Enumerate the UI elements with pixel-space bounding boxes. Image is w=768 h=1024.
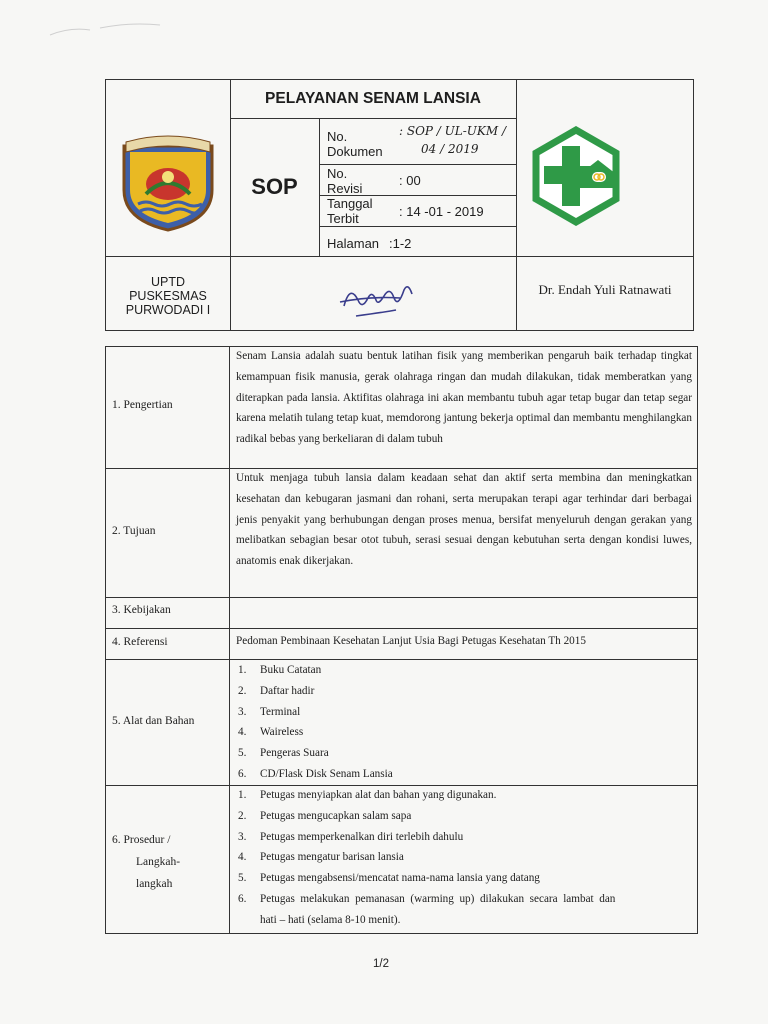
- list-item: 3. Terminal: [238, 705, 301, 718]
- page-number: 1/2: [373, 958, 389, 970]
- no-dokumen-value: : SOP / UL-UKM / 04 / 2019: [399, 124, 507, 156]
- section-label-referensi: 4. Referensi: [112, 636, 168, 648]
- sop-content-table: [105, 346, 698, 934]
- section-label-pengertian: 1. Pengertian: [112, 399, 173, 411]
- list-item: 5. Petugas mengabsensi/mencatat nama-nama lansia yang datang: [238, 872, 540, 885]
- list-item: 3. Petugas memperkenalkan diri terlebih dahulu: [238, 830, 464, 843]
- list-item-continuation: hati – hati (selama 8-10 menit).: [260, 913, 401, 926]
- no-revisi-label: No. Revisi: [327, 166, 363, 196]
- list-item: 1. Buku Catatan: [238, 664, 322, 676]
- document-title: PELAYANAN SENAM LANSIA: [265, 90, 481, 107]
- puskesmas-logo: [526, 126, 626, 226]
- halaman-value: :1-2: [389, 236, 412, 251]
- sop-header-table: [105, 79, 694, 331]
- list-item: 4. Waireless: [238, 726, 304, 739]
- no-revisi-value: : 00: [399, 173, 421, 188]
- section-text-pengertian: Senam Lansia adalah suatu bentuk latihan fisik yang memberikan pengaruh baik terhadap tingkat kemampuan fisik manusia, gerak olahraga ringan dan mudah dilakukan, tidak memberatkan yang diterapkan pada lansia. Aktifitas olahraga ini akan membantu tubuh agar tetap bugar dan tetap segar karena melatih tulang tetap kuat, memdorong jantung bekerja optimal dan membantu menghilangkan radikal bebas yang berkeliaran di dalam tubuh: [236, 350, 692, 446]
- section-label-tujuan: 2. Tujuan: [112, 525, 156, 537]
- sop-label: SOP: [251, 174, 298, 199]
- list-item: 5. Pengeras Suara: [238, 747, 329, 760]
- signature: [336, 276, 426, 320]
- list-item: 2. Petugas mengucapkan salam sapa: [238, 809, 412, 822]
- list-item: 6. Petugas melakukan pemanasan (warming up) dilakukan secara lambat dan: [238, 892, 616, 905]
- list-item: 2. Daftar hadir: [238, 684, 315, 697]
- list-item: 4. Petugas mengatur barisan lansia: [238, 851, 404, 864]
- tanggal-terbit-value: : 14 -01 - 2019: [399, 204, 484, 219]
- section-label-alat-bahan: 5. Alat dan Bahan: [112, 715, 195, 727]
- section-label-prosedur: 6. Prosedur / Langkah- langkah: [112, 834, 181, 890]
- section-text-referensi: Pedoman Pembinaan Kesehatan Lanjut Usia Bagi Petugas Kesehatan Th 2015: [236, 635, 586, 647]
- section-label-kebijakan: 3. Kebijakan: [112, 604, 171, 616]
- doctor-name: Dr. Endah Yuli Ratnawati: [538, 282, 672, 297]
- scan-artifact: [40, 10, 220, 40]
- halaman-label: Halaman: [327, 236, 380, 251]
- section-text-tujuan: Untuk menjaga tubuh lansia dalam keadaan sehat dan aktif serta membina dan meningkatkan kesehatan dan kebugaran jasmani dan rohani, serta merupakan terapi agar terhindar dari berbagai jenis penyakit yang berhubungan dengan proses menua, bersifat menyeluruh dengan gerakan yang melibatkan sebagian besar otot tubuh, serasi sesuai dengan kebutuhan serta dengan kondisi luwes, anatomis enak dikerjakan.: [236, 472, 692, 568]
- prosedur-list: [238, 785, 692, 931]
- list-item: 6. CD/Flask Disk Senam Lansia: [238, 767, 393, 780]
- alat-bahan-list: [238, 660, 692, 785]
- no-dokumen-label: No. Dokumen: [327, 129, 383, 159]
- kabupaten-seal-logo: [116, 132, 220, 236]
- tanggal-terbit-label: Tanggal Terbit: [327, 196, 373, 226]
- unit-name: UPTD PUSKESMAS PURWODADI I: [125, 275, 211, 317]
- list-item: 1. Petugas menyiapkan alat dan bahan yang digunakan.: [238, 789, 497, 801]
